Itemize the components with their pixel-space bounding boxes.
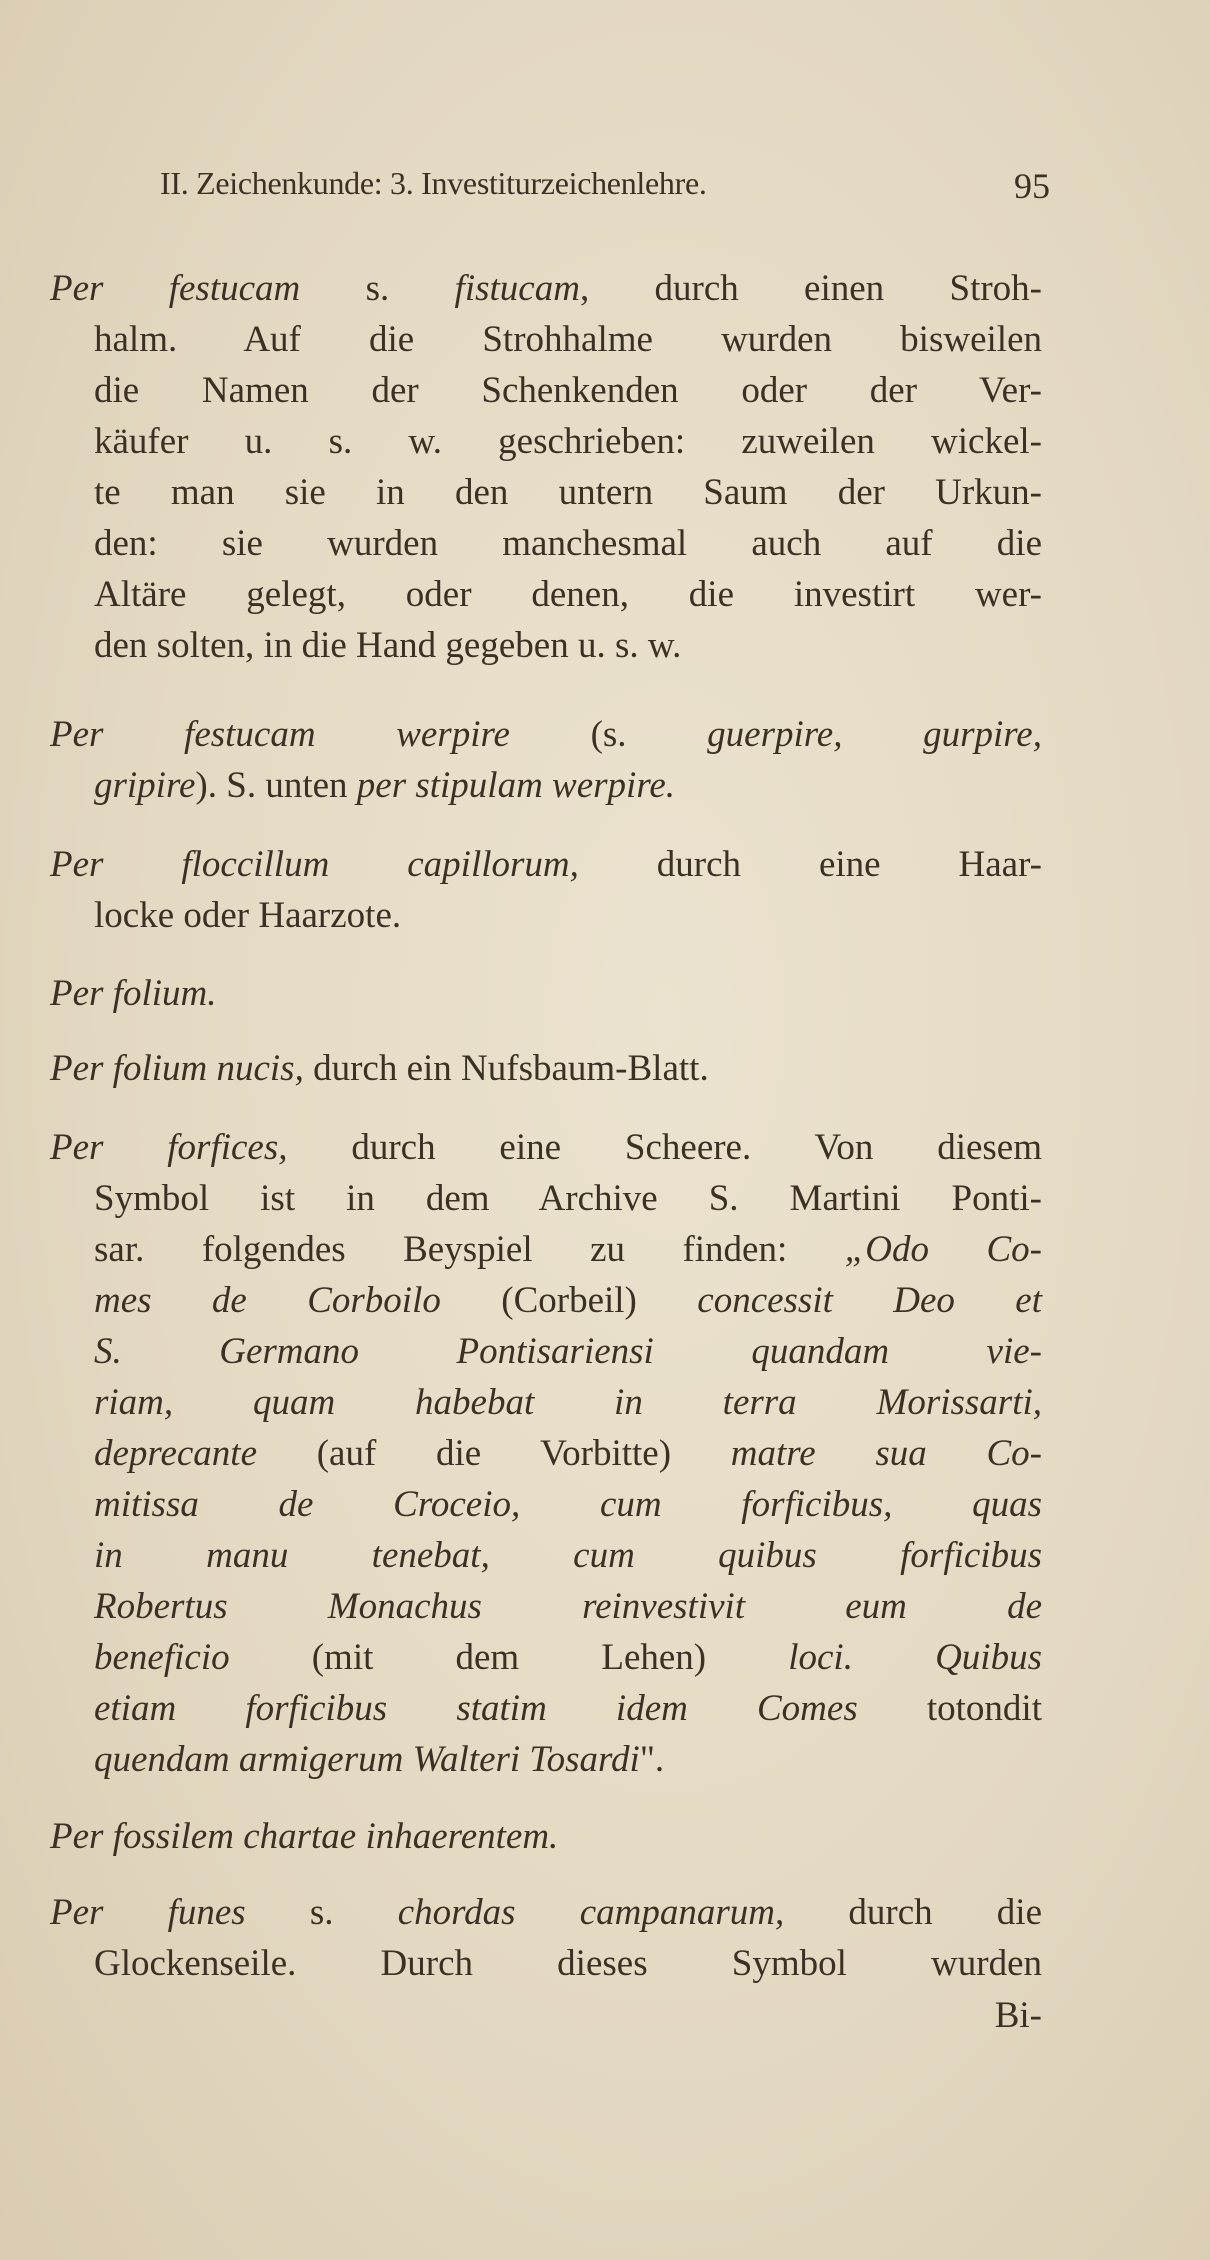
glossary-entry [50,1043,1042,1094]
latin-term: „Odo Co- [844,1229,1042,1270]
latin-term: mes de Corboilo [94,1280,441,1321]
latin-term: Per festucam werpire [50,714,510,755]
latin-term: riam, quam habebat in terra Morissarti, [94,1382,1042,1423]
latin-term: Per folium. [50,973,217,1014]
text-run: s. [300,268,455,309]
text-line [94,467,1042,518]
text-run: sar. folgendes Beyspiel zu finden: [94,1229,845,1270]
text-line [94,1275,1042,1326]
latin-term: Per funes [50,1892,246,1933]
text-line [94,1632,1042,1683]
text-line [94,1479,1042,1530]
glossary-entry [50,968,1042,1019]
text-run: (mit dem Lehen) [229,1637,789,1678]
glossary-entry [50,1887,1042,1989]
text-run: , durch einen Stroh- [579,268,1042,309]
text-line [94,1428,1042,1479]
latin-term: Per fossilem chartae inhaerentem. [50,1816,559,1857]
text-line [94,1326,1042,1377]
text-run: s. [245,1892,398,1933]
text-line [94,1581,1042,1632]
text-run: ). S. unten [195,765,357,806]
glossary-entry [50,263,1042,671]
latin-term: beneficio [94,1637,230,1678]
text-line [94,416,1042,467]
text-line [94,569,1042,620]
latin-term: guerpire, gurpire, [707,714,1042,755]
latin-term: quendam armigerum Walteri Tosardi [94,1739,640,1780]
text-run: die Namen der Schenkenden oder der Ver- [94,370,1042,411]
text-line [94,518,1042,569]
text-line [50,709,1042,760]
latin-term: Per floccillum capillorum, [50,844,579,885]
catchword: Bi- [994,1995,1042,2036]
latin-term: matre sua Co- [730,1433,1042,1474]
text-line [50,1887,1042,1938]
text-run: (auf die Vorbitte) [257,1433,731,1474]
text-line [94,1224,1042,1275]
text-run: durch eine Scheere. Von diesem [287,1127,1042,1168]
text-run: den solten, in die Hand gegeben u. s. w. [94,625,682,666]
text-line [50,1043,1042,1094]
page-number: 95 [1014,166,1050,206]
text-run: (s. [509,714,708,755]
text-run: locke oder Haarzote. [94,895,402,936]
text-run: durch ein Nufsbaum-Blatt. [303,1048,709,1089]
latin-term: S. Germano Pontisariensi quandam vie- [94,1331,1042,1372]
glossary-entry [50,1811,1042,1862]
glossary-entry [50,839,1042,941]
text-line [50,968,1042,1019]
text-line [50,1122,1042,1173]
text-run: durch eine Haar- [578,844,1042,885]
text-run: Altäre gelegt, oder denen, die investirt wer- [94,574,1042,615]
text-line [50,263,1042,314]
latin-term: in manu tenebat, cum quibus forficibus [94,1535,1042,1576]
latin-term: gripire [94,765,196,806]
text-line [94,1734,1042,1785]
latin-term: per stipulam werpire. [356,765,676,806]
latin-term: Robertus Monachus reinvestivit eum de [94,1586,1042,1627]
text-line [94,1173,1042,1224]
glossary-entry [50,1122,1042,1785]
latin-term: fistucam [454,268,580,309]
text-line [94,760,1042,811]
text-line [94,1377,1042,1428]
latin-term: Per forfices, [50,1127,288,1168]
latin-term: deprecante [94,1433,257,1474]
running-header [160,165,1050,209]
text-line [94,1938,1042,1989]
latin-term: loci. Quibus [788,1637,1042,1678]
text-line [50,1811,1042,1862]
latin-term: Per festucam [50,268,301,309]
text-run: halm. Auf die Strohhalme wurden bisweilen [94,319,1042,360]
text-run: durch die [784,1892,1042,1933]
latin-term: Per folium nucis, [50,1048,304,1089]
latin-term: etiam forficibus statim idem Comes [94,1688,858,1729]
latin-term: chordas campanarum, [397,1892,785,1933]
text-line [94,1530,1042,1581]
text-line [94,1683,1042,1734]
text-line [50,839,1042,890]
text-run: ". [639,1739,665,1780]
text-line [94,314,1042,365]
text-run: te man sie in den untern Saum der Urkun- [94,472,1042,513]
text-run: käufer u. s. w. geschrieben: zuweilen wickel- [94,421,1042,462]
text-line [94,890,1042,941]
text-run: totondit [857,1688,1042,1729]
latin-term: concessit Deo et [697,1280,1042,1321]
glossary-entry [50,709,1042,811]
text-run: (Corbeil) [440,1280,698,1321]
text-line [94,620,1042,671]
text-run: Symbol ist in dem Archive S. Martini Ponti- [94,1178,1042,1219]
text-run: Glockenseile. Durch dieses Symbol wurden [94,1943,1042,1984]
running-title: II. Zeichenkunde: 3. Investiturzeichenlehre. [160,165,707,201]
text-run: den: sie wurden manchesmal auch auf die [94,523,1042,564]
text-line [94,365,1042,416]
latin-term: mitissa de Croceio, cum forficibus, quas [94,1484,1042,1525]
